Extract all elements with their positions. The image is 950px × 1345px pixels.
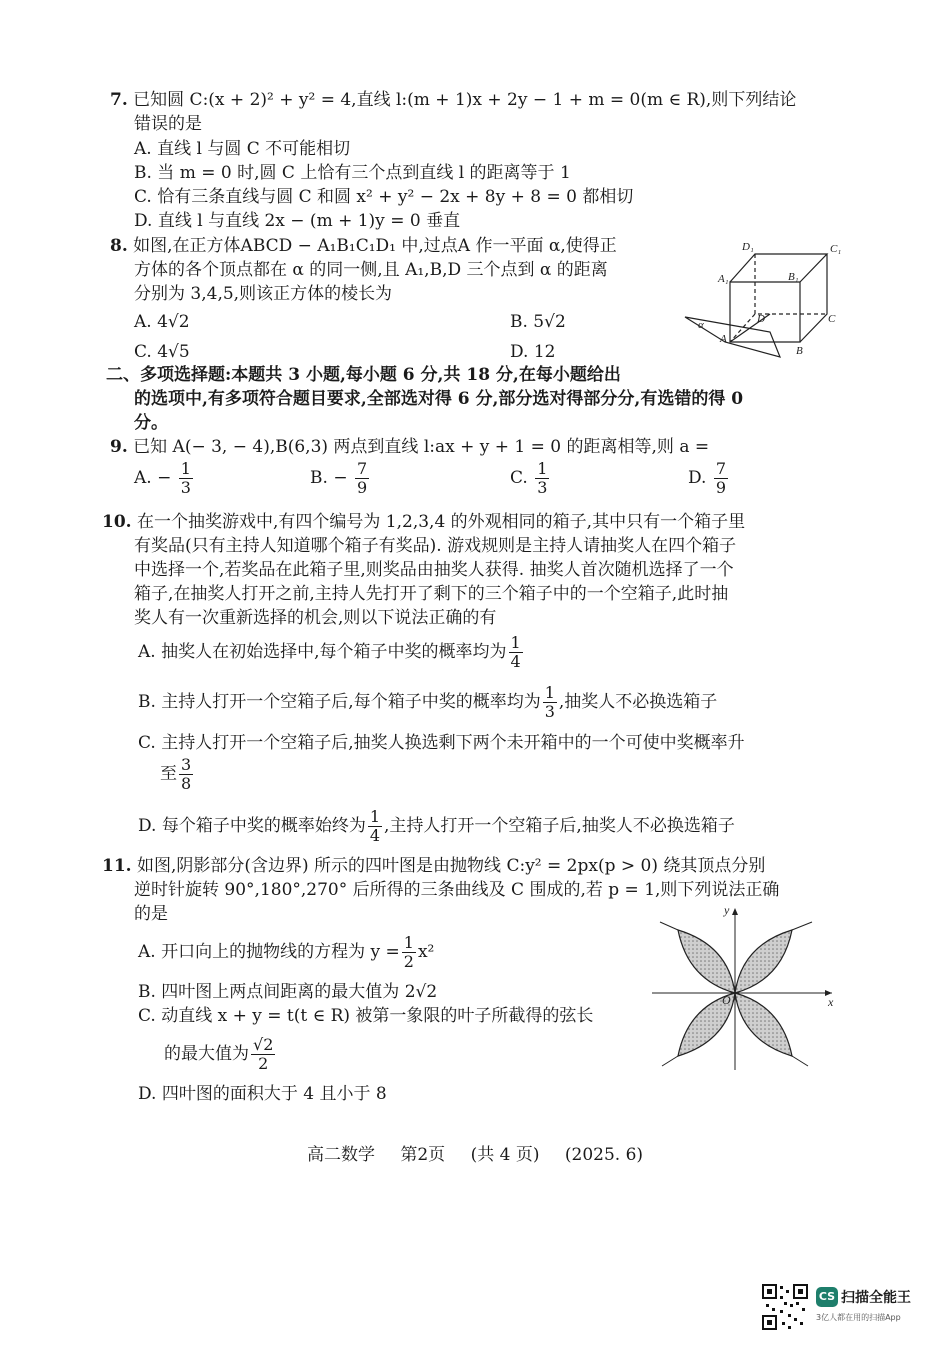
q9-a-num: 1 <box>180 459 191 478</box>
q9-d-den: 9 <box>715 478 727 497</box>
q9-text: 已知 A(− 3, − 4),B(6,3) 两点到直线 l:ax + y + 1 = 0 的距离相等,则 a = <box>133 437 710 457</box>
q7-text: 已知圆 C:(x + 2)² + y² = 4,直线 l:(m + 1)x + 2y − 1 + m = 0(m ∈ R),则下列结论 <box>133 90 797 110</box>
q11-option-a <box>138 934 434 971</box>
cube-hidden-diagonal <box>730 314 755 342</box>
q11-c-fraction <box>251 1036 275 1073</box>
q8-option-d: D. 12 <box>510 342 556 362</box>
q10-a-text: A. 抽奖人在初始选择中,每个箱子中奖的概率均为 <box>138 642 507 662</box>
q8-option-c: C. 4√5 <box>134 342 190 362</box>
four-leaf-figure <box>652 900 842 1070</box>
q8-stem-line3: 分别为 3,4,5,则该正方体的棱长为 <box>134 284 393 304</box>
q7-stem-line2: 错误的是 <box>134 114 202 134</box>
q8-text: 如图,在正方体ABCD − A₁B₁C₁D₁ 中,过点A 作一平面 α,使得正 <box>133 236 617 256</box>
label-c: C <box>828 313 836 325</box>
q9-c-num: 1 <box>537 459 548 478</box>
y-axis-arrow <box>732 908 738 915</box>
q7-number: 7. <box>110 90 128 110</box>
parabola-ext-1 <box>792 922 812 930</box>
q11-option-d: D. 四叶图的面积大于 4 且小于 8 <box>138 1084 387 1104</box>
q10-b-text: B. 主持人打开一个空箱子后,每个箱子中奖的概率均为 <box>138 692 541 712</box>
q9-option-b <box>310 460 371 497</box>
q11-c-num: √2 <box>253 1035 274 1054</box>
q10-number: 10. <box>102 512 132 532</box>
q10-stem-line5: 奖人有一次重新选择的机会,则以下说法正确的有 <box>134 608 497 628</box>
label-origin: O <box>722 993 731 1007</box>
q11-c2-text: 的最大值为 <box>164 1044 249 1064</box>
q10-d-text: D. 每个箱子中奖的概率始终为 <box>138 816 366 836</box>
page-footer <box>0 1140 950 1165</box>
q10-b-num: 1 <box>544 683 555 702</box>
q10-a-den: 4 <box>510 652 521 671</box>
section2-line1: 二、多项选择题:本题共 3 小题,每小题 6 分,共 18 分,在每小题给出 <box>106 365 621 385</box>
cube-top-face <box>730 254 827 282</box>
q10-stem-line2: 有奖品(只有主持人知道哪个箱子有奖品). 游戏规则是主持人请抽奖人在四个箱子 <box>134 536 737 556</box>
q11-number: 11. <box>102 856 132 876</box>
q9-b-label: B. <box>310 468 328 488</box>
q9-c-fraction <box>535 460 549 497</box>
q9-number: 9. <box>110 437 128 457</box>
label-a1: A₁ <box>718 273 729 285</box>
leaf-q1 <box>735 930 792 993</box>
q10-option-b <box>138 684 717 721</box>
q10-b-fraction <box>543 684 557 721</box>
q10-c-num: 3 <box>181 755 192 774</box>
parabola-ext-3 <box>662 1056 678 1066</box>
q9-b-num: 7 <box>356 459 368 478</box>
q11-stem-line3: 的是 <box>134 904 168 924</box>
q9-option-d <box>688 460 730 497</box>
label-c1: C₁ <box>830 243 842 255</box>
q7-option-c: C. 恰有三条直线与圆 C 和圆 x² + y² − 2x + 8y + 8 = 0 都相切 <box>134 187 634 207</box>
q10-c-fraction <box>179 756 193 793</box>
q9-option-c <box>510 460 551 497</box>
q11-option-c-line2 <box>164 1036 277 1073</box>
q10-d-tail: ,主持人打开一个空箱子后,抽奖人不必换选箱子 <box>384 816 735 836</box>
q10-d-fraction <box>368 808 382 845</box>
cs-logo-icon: CS <box>816 1287 838 1307</box>
footer-page: 第2页 <box>400 1145 446 1165</box>
q11-a-den: 2 <box>403 952 414 971</box>
q9-b-den: 9 <box>356 478 368 497</box>
q10-option-c: C. 主持人打开一个空箱子后,抽奖人换选剩下两个未开箱中的一个可使中奖概率升 <box>138 733 745 753</box>
q11-a-fraction <box>402 934 416 971</box>
label-x: x <box>828 995 834 1009</box>
q7-stem-line1 <box>110 88 796 112</box>
q11-text: 如图,阴影部分(含边界) 所示的四叶图是由抛物线 C:y² = 2px(p > 0) 绕其顶点分别 <box>136 856 766 876</box>
parabola-ext-4 <box>792 1056 808 1066</box>
leaf-q4 <box>735 993 792 1056</box>
q7-option-d: D. 直线 l 与直线 2x − (m + 1)y = 0 垂直 <box>134 211 461 231</box>
q10-c-den: 8 <box>181 774 192 793</box>
q9-c-label: C. <box>510 468 528 488</box>
q9-stem <box>110 435 709 459</box>
q11-a-text: A. 开口向上的抛物线的方程为 y = <box>138 942 400 962</box>
q10-d-den: 4 <box>369 826 381 845</box>
q8-stem-line2: 方体的各个顶点都在 α 的同一侧,且 A₁,B,D 三个点到 α 的距离 <box>134 260 608 280</box>
q9-c-den: 3 <box>537 478 548 497</box>
q9-a-label: A. <box>134 468 152 488</box>
label-d: D <box>757 313 765 325</box>
q10-b-tail: ,抽奖人不必换选箱子 <box>558 692 718 712</box>
q10-text: 在一个抽奖游戏中,有四个编号为 1,2,3,4 的外观相同的箱子,其中只有一个箱子里 <box>136 512 746 532</box>
label-alpha: α <box>698 319 704 331</box>
q10-option-d <box>138 808 735 845</box>
q11-stem-line1 <box>102 854 765 878</box>
q11-option-b: B. 四叶图上两点间距离的最大值为 2√2 <box>138 982 438 1002</box>
cube-figure <box>680 232 850 362</box>
q11-option-c: C. 动直线 x + y = t(t ∈ R) 被第一象限的叶子所截得的弦长 <box>138 1006 594 1026</box>
label-b1: B₁ <box>788 271 799 283</box>
scanner-brand <box>816 1286 911 1307</box>
footer-subject: 高二数学 <box>306 1145 375 1165</box>
label-a: A <box>720 333 727 345</box>
section2-line2: 的选项中,有多项符合题目要求,全部选对得 6 分,部分选对得部分分,有选错的得 0 <box>134 389 744 409</box>
q9-d-num: 7 <box>715 459 727 478</box>
q10-stem-line4: 箱子,在抽奖人打开之前,主持人先打开了剩下的三个箱子中的一个空箱子,此时抽 <box>134 584 729 604</box>
q10-b-den: 3 <box>544 702 555 721</box>
q9-b-fraction <box>355 460 369 497</box>
leaf-q2 <box>678 930 735 993</box>
label-y: y <box>724 903 730 917</box>
q11-a-num: 1 <box>403 933 414 952</box>
q8-option-b: B. 5√2 <box>510 312 566 332</box>
q9-option-a <box>134 460 195 497</box>
q9-d-fraction <box>714 460 728 497</box>
q9-a-den: 3 <box>180 478 191 497</box>
q10-a-num: 1 <box>510 633 521 652</box>
q10-option-a <box>138 634 525 671</box>
q7-option-b: B. 当 m = 0 时,圆 C 上恰有三个点到直线 l 的距离等于 1 <box>134 163 571 183</box>
qr-code-icon <box>762 1284 808 1330</box>
q9-d-label: D. <box>688 468 707 488</box>
brand-name: 扫描全能王 <box>841 1289 911 1306</box>
q10-a-fraction <box>509 634 523 671</box>
cube-hidden-edges <box>755 254 827 314</box>
section2-line3: 分。 <box>134 413 168 433</box>
parabola-ext-2 <box>660 922 678 930</box>
q9-a-fraction <box>179 460 193 497</box>
footer-total-pages: (共 4 页) <box>470 1145 540 1165</box>
cube-front-face <box>730 282 800 342</box>
q11-stem-line2: 逆时针旋转 90°,180°,270° 后所得的三条曲线及 C 围成的,若 p = 1,则下列说法正确 <box>134 880 780 900</box>
q11-a-tail: x² <box>417 942 435 962</box>
footer-date: (2025. 6) <box>564 1145 644 1165</box>
q8-option-a: A. 4√2 <box>134 312 190 332</box>
q7-option-a: A. 直线 l 与圆 C 不可能相切 <box>134 139 351 159</box>
q10-option-c-line2 <box>160 756 195 793</box>
q8-stem-line1 <box>110 234 617 258</box>
label-b: B <box>796 345 803 357</box>
q11-c-den: 2 <box>258 1054 269 1073</box>
brand-tagline: 3亿人都在用的扫描App <box>816 1313 901 1322</box>
q10-stem-line3: 中选择一个,若奖品在此箱子里,则奖品由抽奖人获得. 抽奖人首次随机选择了一个 <box>134 560 734 580</box>
q10-d-num: 1 <box>369 807 381 826</box>
q9-b-sign: − <box>333 468 348 488</box>
q10-stem-line1 <box>102 510 745 534</box>
q9-a-sign: − <box>157 468 172 488</box>
q8-number: 8. <box>110 236 128 256</box>
q10-c2-text: 至 <box>160 764 177 784</box>
label-d1: D₁ <box>742 241 754 253</box>
